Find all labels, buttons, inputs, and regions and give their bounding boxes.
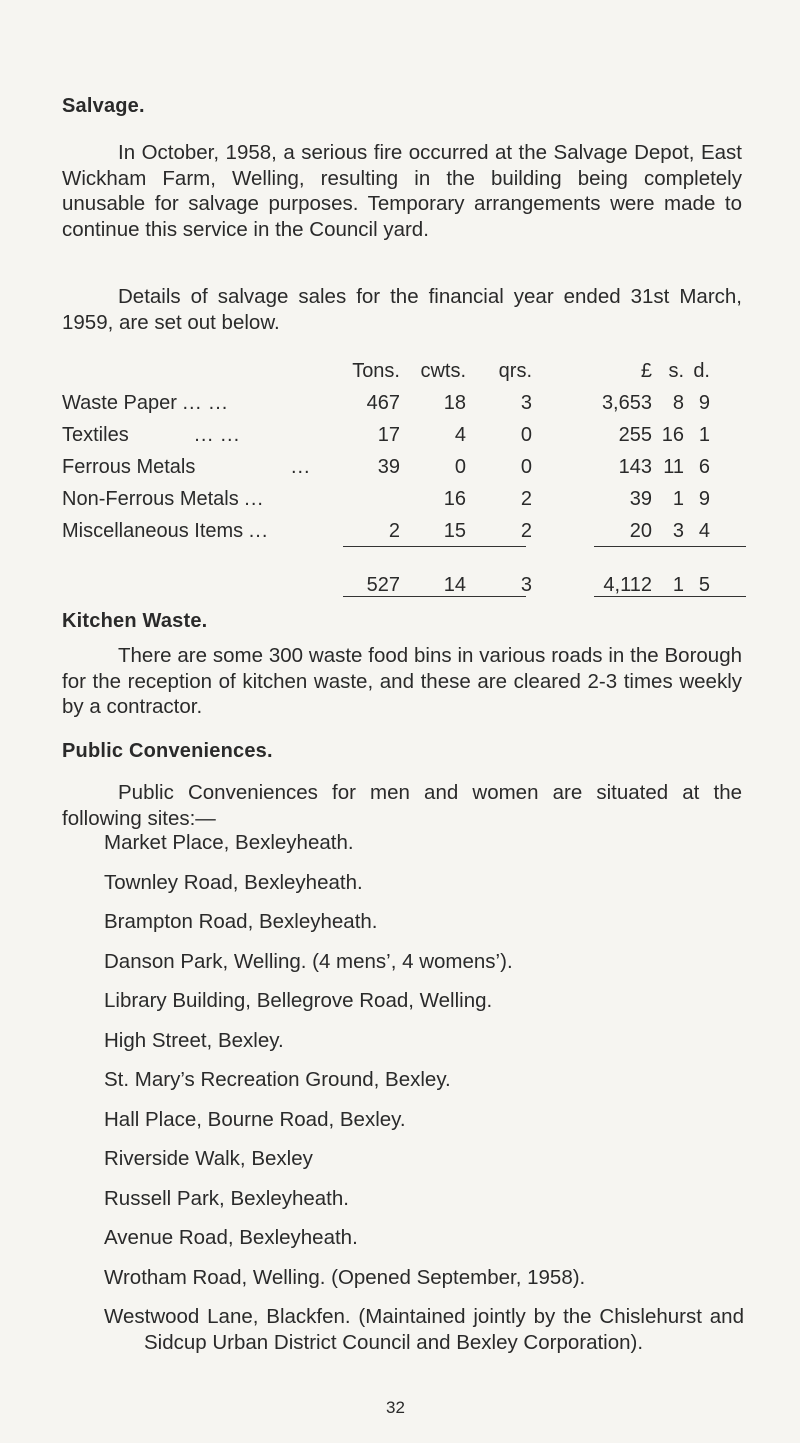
cell-qrs: 2 [520,519,532,542]
leader-dots: ... ... [194,423,241,446]
item-label: Non-Ferrous Metals [62,487,239,510]
cell-cwts: 0 [454,455,466,478]
header-qrs: qrs. [498,359,532,382]
convenience-sites-list [104,830,744,1369]
list-item: Westwood Lane, Blackfen. (Maintained jointly by the Chislehurst and Sidcup Urban District Council and Bexley Corporation). [104,1305,744,1354]
header-pence: d. [693,359,710,382]
total-label-blank [62,569,340,601]
salvage-heading: Salvage. [62,95,145,117]
public-conveniences-intro-text: Public Conveniences for men and women are situated at the following sites:— [62,781,742,830]
cell-shillings: 11 [663,455,684,478]
list-item: Townley Road, Bexleyheath. [104,870,363,894]
header-shillings: s. [668,359,684,382]
total-pence: 5 [698,573,710,596]
cell-pounds: 20 [629,519,652,542]
list-item: Riverside Walk, Bexley [104,1147,313,1170]
header-cwts: cwts. [420,359,466,382]
cell-pounds: 255 [618,423,652,446]
table-row [62,451,710,483]
cell-pence: 6 [698,455,710,478]
item-label: Miscellaneous Items [62,519,244,542]
total-tons: 527 [366,573,400,596]
salvage-paragraph-2 [62,284,742,335]
cell-shillings: 16 [661,423,684,446]
list-item: Russell Park, Bexleyheath. [104,1186,349,1210]
kitchen-waste-text: There are some 300 waste food bins in various roads in the Borough for the reception of kitchen waste, and these are cleared 2-3 times weekly by a contractor. [62,644,742,718]
leader-dots: ... [290,455,311,478]
kitchen-waste-paragraph [62,643,742,720]
public-conveniences-intro [62,780,742,831]
total-qrs: 3 [520,573,532,596]
table-row [62,515,710,547]
list-item: Market Place, Bexleyheath. [104,831,354,854]
row-item [62,387,340,419]
total-shillings: 1 [672,573,684,596]
table-row [62,387,710,419]
list-item: Library Building, Bellegrove Road, Welling. [104,989,493,1012]
page-number: 32 [386,1398,405,1417]
public-conveniences-heading: Public Conveniences. [62,740,273,762]
total-rule-money [594,596,746,597]
cell-cwts: 4 [454,423,466,446]
cell-cwts: 18 [443,391,466,414]
cell-qrs: 0 [520,455,532,478]
cell-gap [532,387,580,419]
row-item [62,451,340,483]
cell-gap [532,515,580,547]
list-item: Danson Park, Welling. (4 mens’, 4 womens’). [104,949,513,973]
header-pounds: £ [640,359,652,382]
header-item-blank [62,355,340,387]
cell-pounds: 143 [618,455,652,478]
cell-pounds: 39 [629,487,652,510]
item-label: Textiles [62,423,129,446]
cell-pence: 4 [698,519,710,542]
row-item [62,483,340,515]
leader-dots: ... [244,487,264,510]
list-item: Avenue Road, Bexleyheath. [104,1226,358,1249]
subtotal-rule-quantity [343,546,526,547]
list-item: Wrotham Road, Welling. (Opened September, 1958). [104,1265,586,1289]
row-item [62,419,340,451]
total-cwts: 14 [443,573,466,596]
cell-pence: 9 [698,487,710,510]
salvage-paragraph-1 [62,140,742,242]
item-label: Waste Paper [62,391,177,414]
cell-tons: 39 [377,455,400,478]
spacer-cell [62,547,710,569]
cell-qrs: 0 [520,423,532,446]
cell-tons: 17 [377,423,400,446]
leader-dots: ... [248,519,269,542]
cell-tons: 2 [388,519,400,542]
cell-pence: 9 [698,391,710,414]
salvage-paragraph-1-text: In October, 1958, a serious fire occurred at the Salvage Depot, East Wickham Farm, Welling, resulting in the building being completely unusable for salvage purposes. Temporary arrangements were made to continue this service in the Council yard. [62,141,742,241]
total-pounds: 4,112 [603,573,652,596]
subtotal-rule-money [594,546,746,547]
cell-tons [340,483,400,515]
cell-shillings: 3 [672,519,684,542]
cell-qrs: 3 [520,391,532,414]
leader-dots: ... ... [182,391,229,414]
cell-gap [532,483,580,515]
header-tons: Tons. [352,359,400,382]
kitchen-waste-heading: Kitchen Waste. [62,610,208,632]
cell-shillings: 1 [672,487,684,510]
cell-pence: 1 [698,423,710,446]
cell-cwts: 15 [443,519,466,542]
list-item: High Street, Bexley. [104,1028,284,1052]
table-row [62,483,710,515]
cell-cwts: 16 [443,487,466,510]
cell-gap [532,419,580,451]
cell-pounds: 3,653 [601,391,652,414]
salvage-sales-table [62,355,710,601]
table-row [62,419,710,451]
list-item: St. Mary’s Recreation Ground, Bexley. [104,1068,451,1091]
list-item: Brampton Road, Bexleyheath. [104,910,378,933]
total-gap [532,569,580,601]
header-gap [532,355,580,387]
total-rule-quantity [343,596,526,597]
cell-qrs: 2 [520,487,532,510]
cell-shillings: 8 [672,391,684,414]
list-item: Hall Place, Bourne Road, Bexley. [104,1107,406,1131]
item-label: Ferrous Metals [62,455,196,478]
cell-tons: 467 [366,391,400,414]
salvage-paragraph-2-text: Details of salvage sales for the financial year ended 31st March, 1959, are set out below. [62,285,742,334]
cell-gap [532,451,580,483]
table-header-row [62,355,710,387]
table-spacer-row [62,547,710,569]
row-item [62,515,340,547]
